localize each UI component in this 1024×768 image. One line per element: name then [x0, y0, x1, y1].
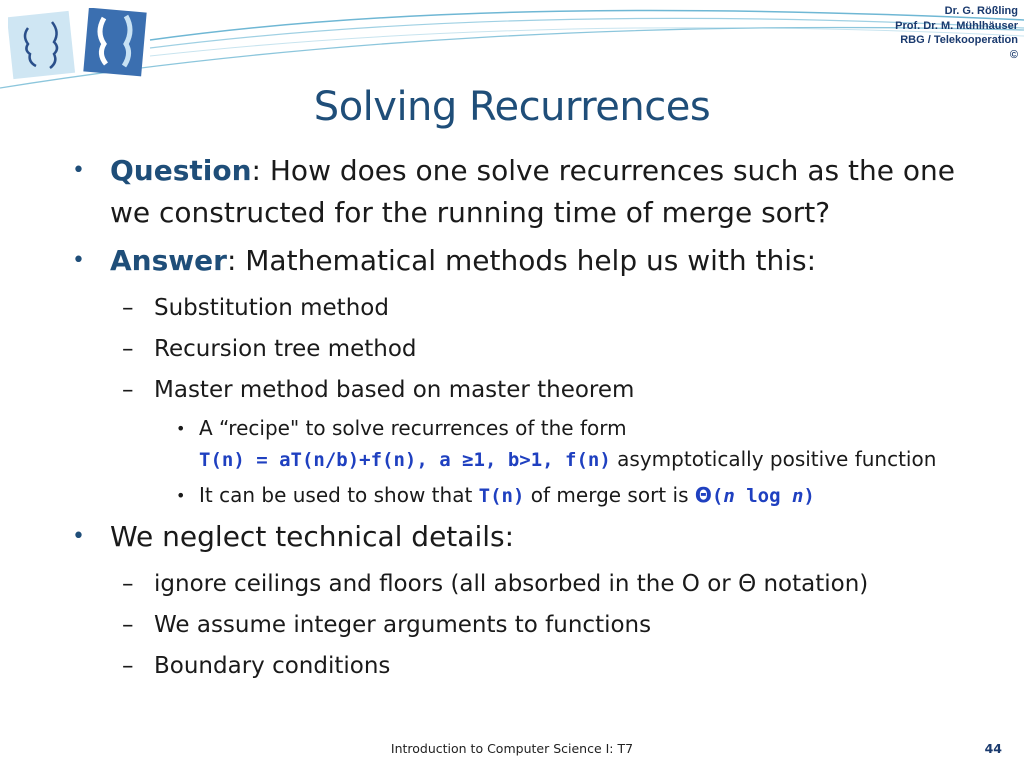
show-mid: of merge sort is — [524, 483, 695, 507]
show-prefix: It can be used to show that — [199, 483, 479, 507]
page-number: 44 — [984, 741, 1002, 756]
dash-marker: – — [122, 571, 134, 597]
var-n: n — [791, 485, 804, 507]
recurrence-formula: T(n) = aT(n/b)+f(n), a ≥1, b>1, f(n) — [199, 449, 611, 471]
merge-sort-subbullet — [70, 480, 990, 512]
question-bullet — [70, 150, 990, 234]
dash-marker: – — [122, 377, 134, 403]
method-item — [70, 370, 990, 411]
method-text: Master method based on master theorem — [154, 377, 635, 403]
credit-line: Dr. G. Rößling — [944, 5, 1018, 17]
recipe-subbullet — [70, 413, 990, 476]
answer-label: Answer — [110, 244, 227, 277]
author-credits — [895, 4, 1018, 62]
slide-title: Solving Recurrences — [313, 84, 711, 130]
detail-item — [70, 564, 990, 605]
answer-text: : Mathematical methods help us with this: — [226, 244, 817, 277]
method-text: Substitution method — [154, 295, 389, 321]
question-label: Question — [110, 154, 252, 187]
var-n: n — [723, 485, 735, 507]
tn-code: T(n) — [478, 485, 525, 507]
header-decoration — [0, 0, 1024, 90]
paren-close: ) — [803, 485, 815, 507]
method-text: Recursion tree method — [154, 336, 417, 362]
credit-line: Prof. Dr. M. Mühlhäuser — [895, 19, 1018, 32]
detail-text: ignore ceilings and floors (all absorbed in the O or Θ notation) — [154, 571, 869, 597]
credit-line: © — [1009, 48, 1018, 61]
faces-logo — [8, 8, 148, 80]
dash-marker: – — [122, 653, 134, 679]
paren-open: ( — [711, 485, 724, 507]
detail-item — [70, 605, 990, 646]
neglect-text: We neglect technical details: — [110, 520, 515, 553]
dash-marker: – — [122, 295, 134, 321]
log-text: log — [734, 485, 792, 507]
slide-body — [70, 150, 990, 687]
method-item — [70, 329, 990, 370]
theta-symbol: Θ — [694, 483, 712, 507]
bullet-marker: • — [72, 158, 85, 183]
bullet-marker: • — [176, 486, 186, 505]
recipe-text: A “recipe" to solve recurrences of the form — [199, 416, 627, 440]
neglect-bullet — [70, 516, 990, 558]
detail-item — [70, 646, 990, 687]
answer-bullet — [70, 240, 990, 282]
detail-text: Boundary conditions — [154, 653, 391, 679]
bullet-marker: • — [176, 419, 186, 438]
dash-marker: – — [122, 336, 134, 362]
detail-text: We assume integer arguments to functions — [154, 612, 652, 638]
question-text: : How does one solve recurrences such as the one we constructed for the running time of merge sort? — [110, 154, 955, 229]
method-item — [70, 288, 990, 329]
recipe-tail: asymptotically positive function — [610, 447, 937, 471]
credit-line: RBG / Telekooperation — [900, 34, 1018, 46]
bullet-marker: • — [72, 248, 85, 273]
bullet-marker: • — [72, 524, 85, 549]
dash-marker: – — [122, 612, 134, 638]
course-footer: Introduction to Computer Science I: T7 — [390, 741, 634, 756]
